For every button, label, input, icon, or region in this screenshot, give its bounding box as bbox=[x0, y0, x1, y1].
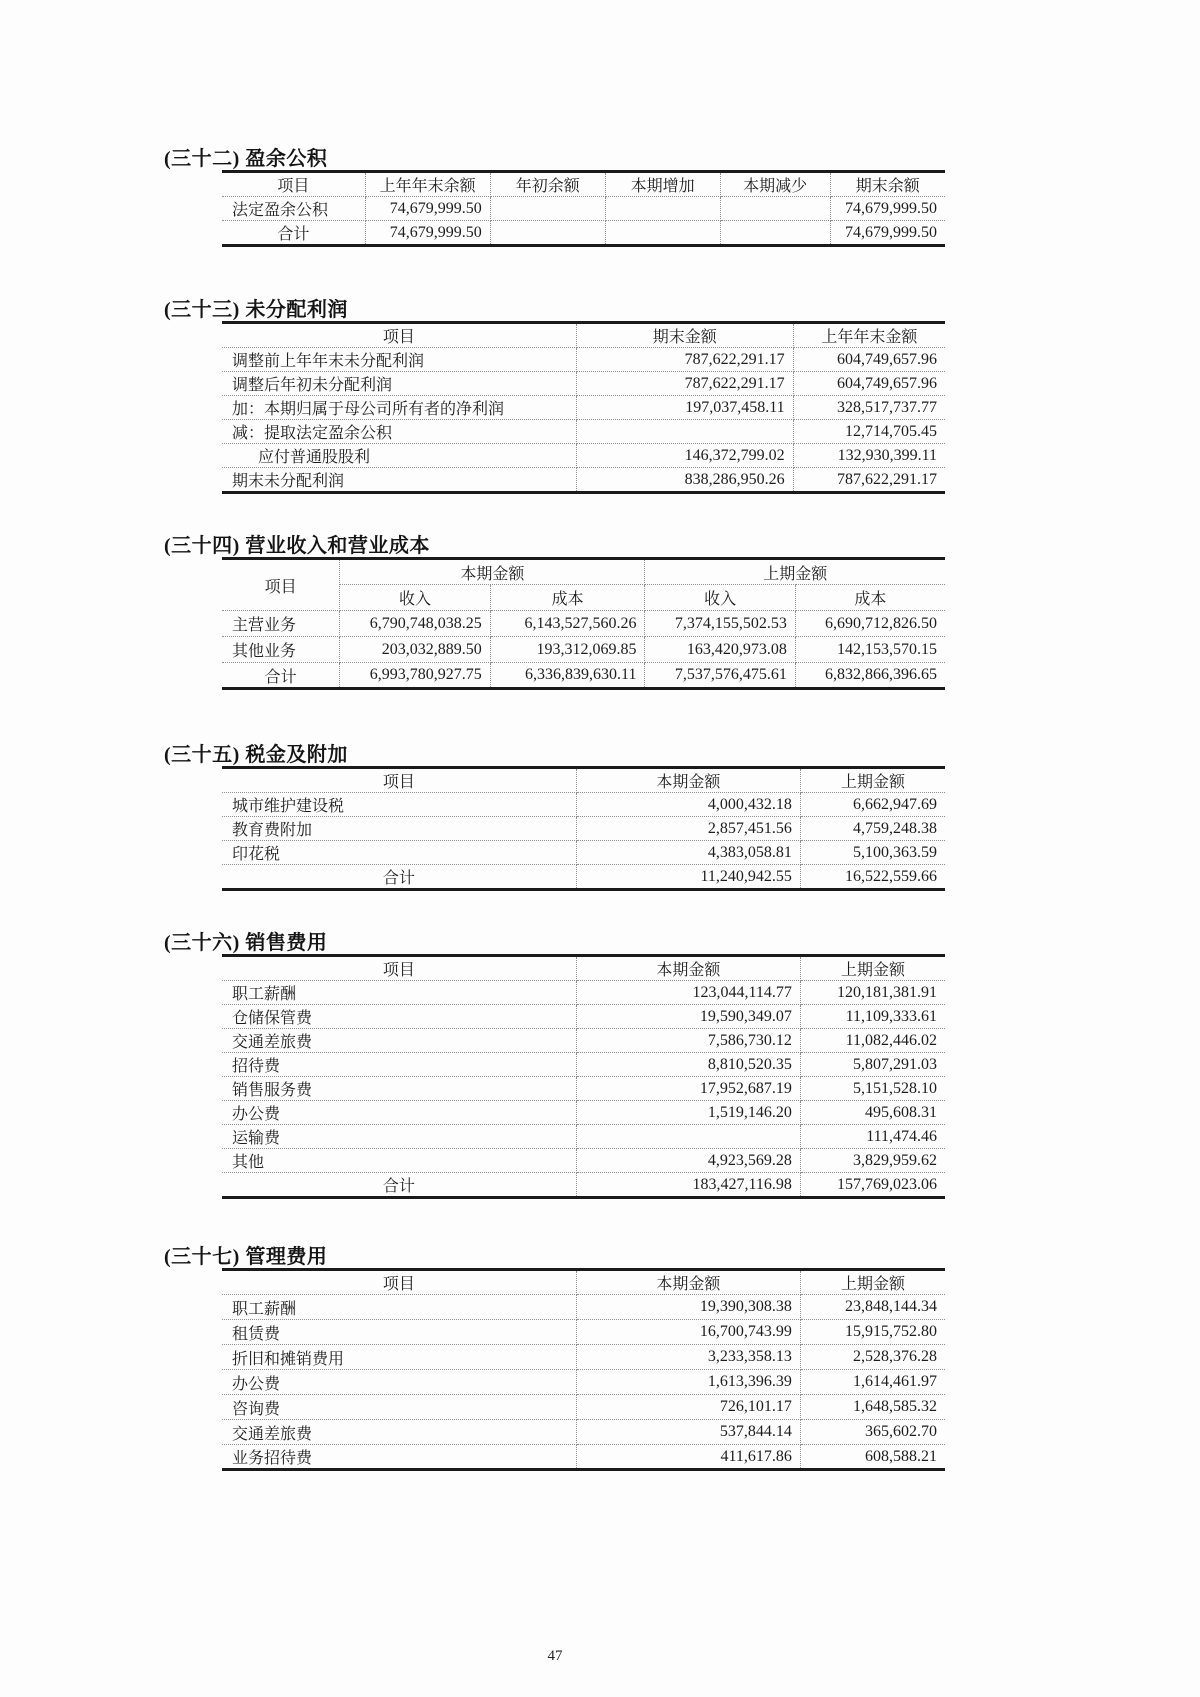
cell-value: 2,528,376.28 bbox=[800, 1345, 945, 1370]
cell-value: 1,614,461.97 bbox=[800, 1370, 945, 1395]
cell-value bbox=[605, 221, 720, 246]
cell-value: 6,662,947.69 bbox=[800, 793, 945, 817]
cell-value: 8,810,520.35 bbox=[576, 1053, 800, 1077]
cell-value: 726,101.17 bbox=[576, 1395, 800, 1420]
table-row bbox=[222, 663, 945, 689]
row-label: 职工薪酬 bbox=[222, 981, 576, 1005]
selling-expenses-table bbox=[222, 954, 945, 1199]
column-header: 上年年末金额 bbox=[793, 323, 945, 348]
column-header: 收入 bbox=[645, 585, 795, 611]
table-row bbox=[222, 1420, 945, 1445]
cell-value: 787,622,291.17 bbox=[793, 468, 945, 493]
section-title-undistributed-profit: (三十三) 未分配利润 bbox=[164, 299, 348, 321]
row-label: 办公费 bbox=[222, 1101, 576, 1125]
column-header: 期末金额 bbox=[576, 323, 793, 348]
cell-value: 163,420,973.08 bbox=[645, 637, 795, 663]
cell-value: 1,613,396.39 bbox=[576, 1370, 800, 1395]
cell-value bbox=[720, 221, 830, 246]
cell-value: 6,143,527,560.26 bbox=[490, 611, 645, 637]
row-label: 法定盈余公积 bbox=[222, 197, 365, 221]
table-row bbox=[222, 1125, 945, 1149]
column-header: 项目 bbox=[222, 323, 576, 348]
column-header: 成本 bbox=[490, 585, 645, 611]
row-label: 办公费 bbox=[222, 1370, 576, 1395]
cell-value: 15,915,752.80 bbox=[800, 1320, 945, 1345]
table-row bbox=[222, 637, 945, 663]
cell-value: 787,622,291.17 bbox=[576, 348, 793, 372]
header-row bbox=[222, 172, 945, 197]
cell-value bbox=[576, 420, 793, 444]
row-label: 其他 bbox=[222, 1149, 576, 1173]
table-row bbox=[222, 981, 945, 1005]
row-label: 交通差旅费 bbox=[222, 1029, 576, 1053]
section-title-admin-expenses: (三十七) 管理费用 bbox=[164, 1246, 328, 1268]
header-row bbox=[222, 956, 945, 981]
row-label: 合计 bbox=[222, 865, 576, 890]
row-label: 调整后年初未分配利润 bbox=[222, 372, 576, 396]
column-header: 年初余额 bbox=[490, 172, 605, 197]
cell-value: 6,832,866,396.65 bbox=[795, 663, 945, 689]
header-row bbox=[222, 559, 945, 585]
cell-value: 495,608.31 bbox=[800, 1101, 945, 1125]
cell-value: 5,151,528.10 bbox=[800, 1077, 945, 1101]
column-header: 成本 bbox=[795, 585, 945, 611]
cell-value: 111,474.46 bbox=[800, 1125, 945, 1149]
cell-value bbox=[490, 221, 605, 246]
cell-value: 12,714,705.45 bbox=[793, 420, 945, 444]
column-header: 上期金额 bbox=[800, 1270, 945, 1295]
column-header: 本期金额 bbox=[576, 1270, 800, 1295]
cell-value bbox=[605, 197, 720, 221]
cell-value: 11,109,333.61 bbox=[800, 1005, 945, 1029]
cell-value: 2,857,451.56 bbox=[576, 817, 800, 841]
row-label: 教育费附加 bbox=[222, 817, 576, 841]
row-label: 销售服务费 bbox=[222, 1077, 576, 1101]
cell-value: 183,427,116.98 bbox=[576, 1173, 800, 1198]
cell-value: 193,312,069.85 bbox=[490, 637, 645, 663]
cell-value: 120,181,381.91 bbox=[800, 981, 945, 1005]
cell-value bbox=[576, 1125, 800, 1149]
cell-value: 19,590,349.07 bbox=[576, 1005, 800, 1029]
table-row bbox=[222, 1149, 945, 1173]
row-label: 减：提取法定盈余公积 bbox=[222, 420, 576, 444]
column-header: 本期增加 bbox=[605, 172, 720, 197]
cell-value: 6,790,748,038.25 bbox=[340, 611, 490, 637]
cell-value: 838,286,950.26 bbox=[576, 468, 793, 493]
column-header: 上期金额 bbox=[645, 559, 945, 585]
cell-value bbox=[490, 197, 605, 221]
cell-value: 3,829,959.62 bbox=[800, 1149, 945, 1173]
cell-value: 203,032,889.50 bbox=[340, 637, 490, 663]
cell-value: 604,749,657.96 bbox=[793, 372, 945, 396]
section-title-surplus-reserve: (三十二) 盈余公积 bbox=[164, 148, 328, 170]
row-label: 合计 bbox=[222, 221, 365, 246]
cell-value: 4,383,058.81 bbox=[576, 841, 800, 865]
row-label: 调整前上年年末未分配利润 bbox=[222, 348, 576, 372]
cell-value: 17,952,687.19 bbox=[576, 1077, 800, 1101]
revenue-cost-table bbox=[222, 557, 945, 690]
table-row bbox=[222, 865, 945, 890]
cell-value: 537,844.14 bbox=[576, 1420, 800, 1445]
cell-value: 6,336,839,630.11 bbox=[490, 663, 645, 689]
cell-value: 11,240,942.55 bbox=[576, 865, 800, 890]
cell-value: 146,372,799.02 bbox=[576, 444, 793, 468]
cell-value: 23,848,144.34 bbox=[800, 1295, 945, 1320]
row-label: 合计 bbox=[222, 1173, 576, 1198]
column-header: 项目 bbox=[222, 768, 576, 793]
cell-value: 142,153,570.15 bbox=[795, 637, 945, 663]
cell-value: 74,679,999.50 bbox=[365, 197, 490, 221]
row-label: 城市维护建设税 bbox=[222, 793, 576, 817]
column-header: 本期金额 bbox=[576, 956, 800, 981]
row-label: 期末未分配利润 bbox=[222, 468, 576, 493]
row-label: 主营业务 bbox=[222, 611, 340, 637]
column-header: 收入 bbox=[340, 585, 490, 611]
cell-value: 411,617.86 bbox=[576, 1445, 800, 1470]
table-row bbox=[222, 841, 945, 865]
header-row bbox=[222, 1270, 945, 1295]
row-label: 应付普通股股利 bbox=[222, 444, 576, 468]
table-row bbox=[222, 1029, 945, 1053]
table-row bbox=[222, 1173, 945, 1198]
header-row bbox=[222, 323, 945, 348]
table-row bbox=[222, 1053, 945, 1077]
cell-value: 6,993,780,927.75 bbox=[340, 663, 490, 689]
table-row bbox=[222, 372, 945, 396]
table-row bbox=[222, 396, 945, 420]
column-header: 项目 bbox=[222, 559, 340, 611]
cell-value: 7,586,730.12 bbox=[576, 1029, 800, 1053]
row-label: 招待费 bbox=[222, 1053, 576, 1077]
cell-value: 787,622,291.17 bbox=[576, 372, 793, 396]
row-label: 折旧和摊销费用 bbox=[222, 1345, 576, 1370]
cell-value: 3,233,358.13 bbox=[576, 1345, 800, 1370]
cell-value: 7,374,155,502.53 bbox=[645, 611, 795, 637]
cell-value: 157,769,023.06 bbox=[800, 1173, 945, 1198]
header-row bbox=[222, 768, 945, 793]
row-label: 其他业务 bbox=[222, 637, 340, 663]
cell-value: 132,930,399.11 bbox=[793, 444, 945, 468]
cell-value: 1,519,146.20 bbox=[576, 1101, 800, 1125]
cell-value: 608,588.21 bbox=[800, 1445, 945, 1470]
cell-value: 7,537,576,475.61 bbox=[645, 663, 795, 689]
cell-value: 5,807,291.03 bbox=[800, 1053, 945, 1077]
row-label: 合计 bbox=[222, 663, 340, 689]
column-header: 本期金额 bbox=[576, 768, 800, 793]
page-number: 47 bbox=[547, 1648, 563, 1664]
table-row bbox=[222, 793, 945, 817]
cell-value bbox=[720, 197, 830, 221]
table-row bbox=[222, 221, 945, 246]
section-title-taxes-surcharges: (三十五) 税金及附加 bbox=[164, 744, 348, 766]
cell-value: 74,679,999.50 bbox=[365, 221, 490, 246]
cell-value: 604,749,657.96 bbox=[793, 348, 945, 372]
table-row bbox=[222, 1445, 945, 1470]
column-header: 上期金额 bbox=[800, 768, 945, 793]
table-row bbox=[222, 420, 945, 444]
cell-value: 123,044,114.77 bbox=[576, 981, 800, 1005]
table-row bbox=[222, 1005, 945, 1029]
cell-value: 4,759,248.38 bbox=[800, 817, 945, 841]
admin-expenses-table bbox=[222, 1268, 945, 1471]
row-label: 职工薪酬 bbox=[222, 1295, 576, 1320]
column-header: 期末余额 bbox=[830, 172, 945, 197]
table-row bbox=[222, 444, 945, 468]
row-label: 仓储保管费 bbox=[222, 1005, 576, 1029]
cell-value: 16,700,743.99 bbox=[576, 1320, 800, 1345]
table-row bbox=[222, 1395, 945, 1420]
row-label: 交通差旅费 bbox=[222, 1420, 576, 1445]
row-label: 咨询费 bbox=[222, 1395, 576, 1420]
row-label: 租赁费 bbox=[222, 1320, 576, 1345]
cell-value: 11,082,446.02 bbox=[800, 1029, 945, 1053]
table-row bbox=[222, 1101, 945, 1125]
cell-value: 74,679,999.50 bbox=[830, 197, 945, 221]
cell-value: 5,100,363.59 bbox=[800, 841, 945, 865]
table-row bbox=[222, 1370, 945, 1395]
cell-value: 4,923,569.28 bbox=[576, 1149, 800, 1173]
table-row bbox=[222, 1320, 945, 1345]
cell-value: 6,690,712,826.50 bbox=[795, 611, 945, 637]
table-row bbox=[222, 1345, 945, 1370]
section-title-selling-expenses: (三十六) 销售费用 bbox=[164, 932, 328, 954]
surplus-reserve-table bbox=[222, 170, 945, 247]
column-header: 项目 bbox=[222, 1270, 576, 1295]
cell-value: 4,000,432.18 bbox=[576, 793, 800, 817]
cell-value: 1,648,585.32 bbox=[800, 1395, 945, 1420]
table-row bbox=[222, 1077, 945, 1101]
table-row bbox=[222, 468, 945, 493]
cell-value: 365,602.70 bbox=[800, 1420, 945, 1445]
cell-value: 328,517,737.77 bbox=[793, 396, 945, 420]
column-header: 项目 bbox=[222, 956, 576, 981]
column-header: 本期减少 bbox=[720, 172, 830, 197]
table-row bbox=[222, 348, 945, 372]
undistributed-profit-table bbox=[222, 321, 945, 494]
table-row bbox=[222, 611, 945, 637]
row-label: 加：本期归属于母公司所有者的净利润 bbox=[222, 396, 576, 420]
table-row bbox=[222, 817, 945, 841]
cell-value: 19,390,308.38 bbox=[576, 1295, 800, 1320]
column-header: 上期金额 bbox=[800, 956, 945, 981]
cell-value: 16,522,559.66 bbox=[800, 865, 945, 890]
row-label: 印花税 bbox=[222, 841, 576, 865]
column-header: 项目 bbox=[222, 172, 365, 197]
taxes-surcharges-table bbox=[222, 766, 945, 891]
section-title-revenue-cost: (三十四) 营业收入和营业成本 bbox=[164, 535, 430, 557]
table-row bbox=[222, 197, 945, 221]
cell-value: 74,679,999.50 bbox=[830, 221, 945, 246]
table-row bbox=[222, 1295, 945, 1320]
cell-value: 197,037,458.11 bbox=[576, 396, 793, 420]
row-label: 运输费 bbox=[222, 1125, 576, 1149]
column-header: 上年年末余额 bbox=[365, 172, 490, 197]
column-header: 本期金额 bbox=[340, 559, 645, 585]
row-label: 业务招待费 bbox=[222, 1445, 576, 1470]
